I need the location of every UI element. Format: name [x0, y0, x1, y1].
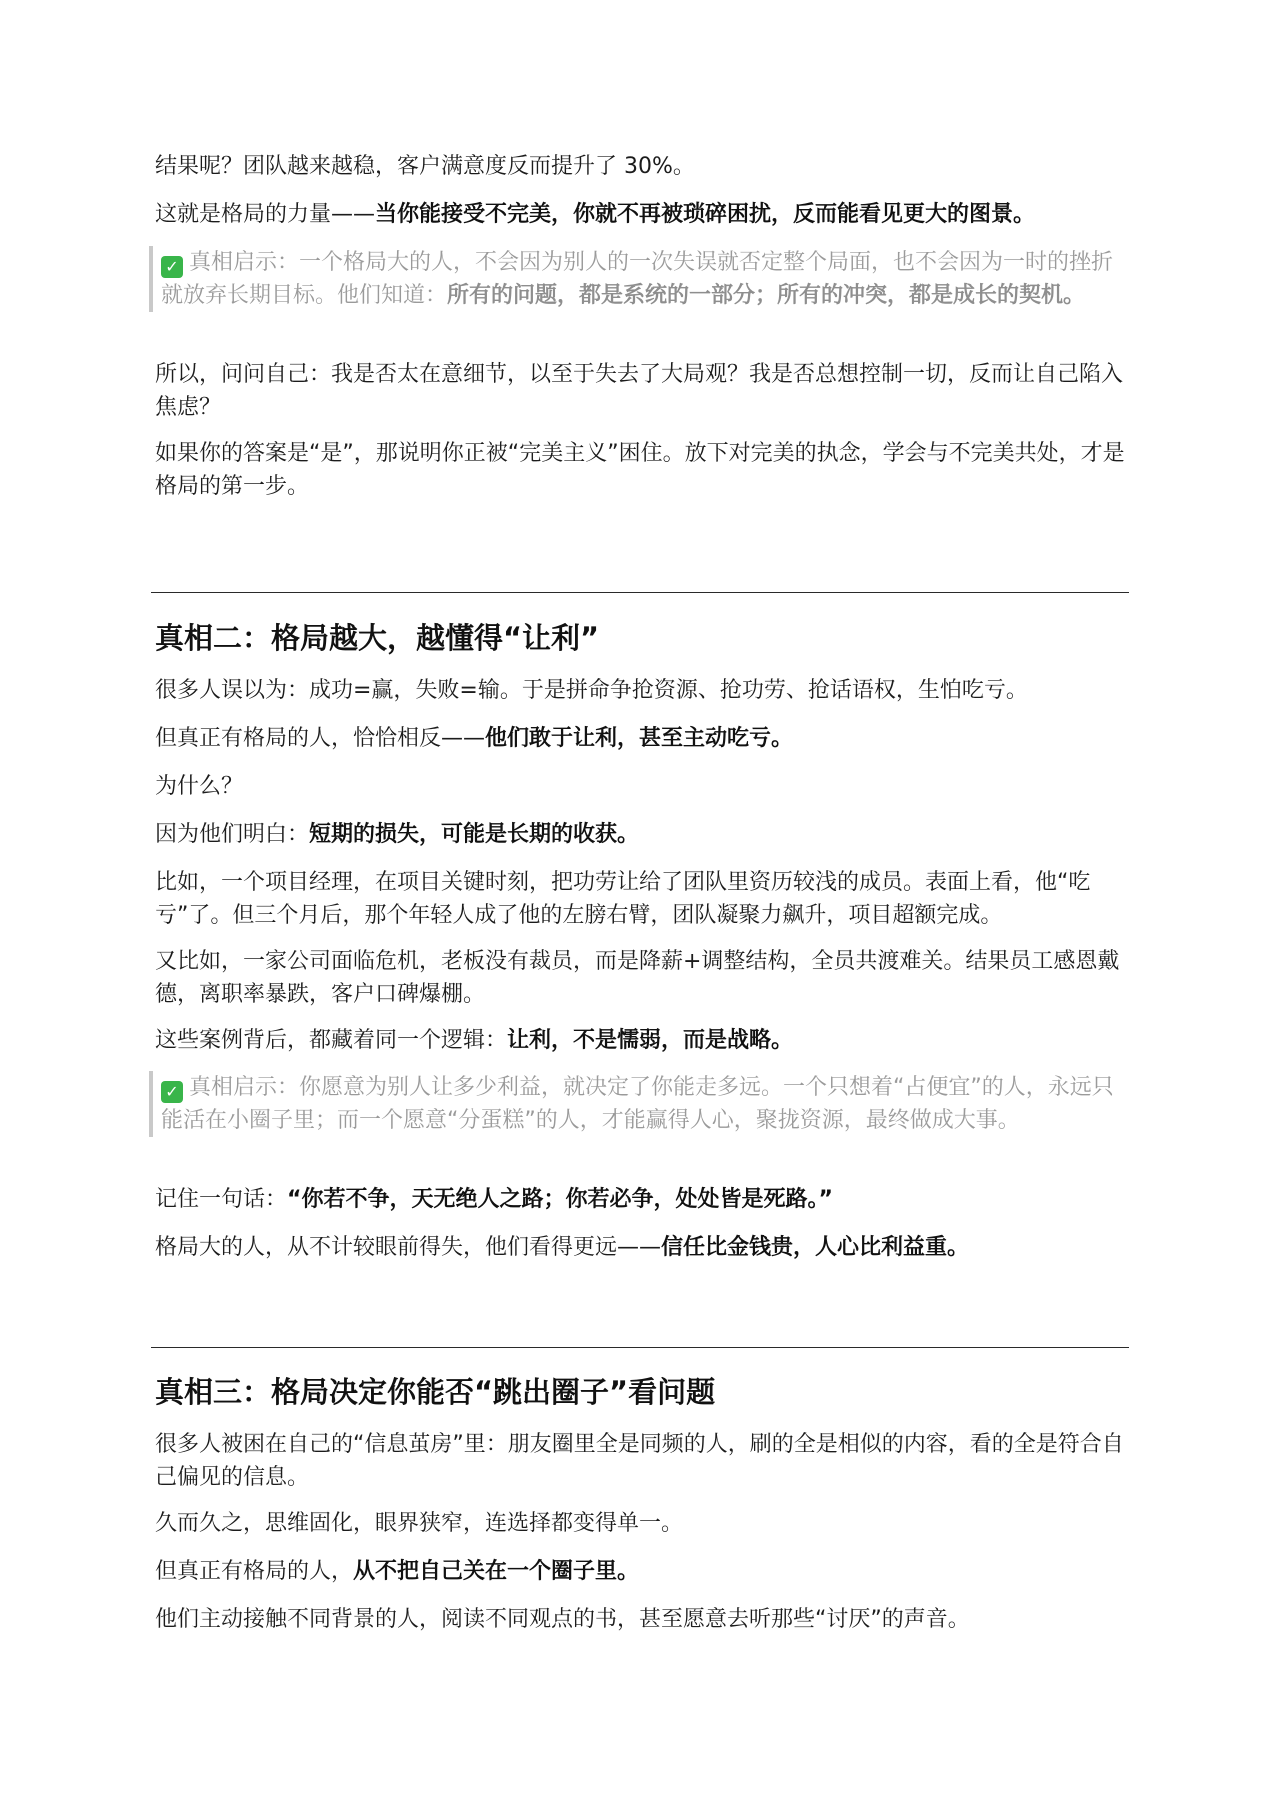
- article-page: [155, 0, 1130, 1800]
- paragraph-open-circle: [155, 1555, 1130, 1588]
- paragraph-why: [155, 770, 1130, 803]
- paragraph-because: [155, 818, 1130, 851]
- paragraph-narrow: [155, 1507, 1130, 1540]
- paragraph-engage-diverse: [155, 1603, 1130, 1636]
- bold-emphasis: 让利，不是懦弱，而是战略。: [507, 1028, 794, 1053]
- paragraph-example-company: [155, 945, 1130, 1011]
- paragraph-trust: [155, 1231, 1130, 1264]
- insight-quote-1: [149, 246, 1124, 312]
- quote-emphasis: 所有的问题，都是系统的一部分；所有的冲突，都是成长的契机。: [447, 283, 1086, 308]
- paragraph-text: 为什么？: [155, 774, 244, 799]
- paragraph-text: 所以，问问自己：我是否太在意细节，以至于失去了大局观？我是否总想控制一切，反而让自己陷入焦虑？: [155, 362, 1124, 420]
- paragraph-text: 他们主动接触不同背景的人，阅读不同观点的书，甚至愿意去听那些“讨厌”的声音。: [155, 1607, 970, 1632]
- paragraph-text: 又比如，一家公司面临危机，老板没有裁员，而是降薪+调整结构，全员共渡难关。结果员工感恩戴德，离职率暴跌，客户口碑爆棚。: [155, 949, 1120, 1007]
- paragraph-text: 如果你的答案是“是”，那说明你正被“完美主义”困住。放下对完美的执念，学会与不完美共处，才是格局的第一步。: [155, 441, 1125, 499]
- paragraph-text: 但真正有格局的人，: [155, 1559, 354, 1584]
- paragraph-perfectionism: [155, 437, 1130, 503]
- paragraph-result: [155, 150, 1130, 183]
- section-divider: [151, 592, 1129, 593]
- bold-emphasis: 短期的损失，可能是长期的收获。: [309, 822, 640, 847]
- paragraph-text: 但真正有格局的人，恰恰相反——: [155, 726, 486, 751]
- section-heading-truth-three: 真相三：格局决定你能否“跳出圈子”看问题: [155, 1375, 716, 1409]
- paragraph-text: 因为他们明白：: [155, 822, 310, 847]
- paragraph-give-way: [155, 722, 1130, 755]
- check-mark-icon: ✓: [161, 1081, 183, 1103]
- check-mark-icon: ✓: [161, 256, 183, 278]
- quote-text: 真相启示：你愿意为别人让多少利益，就决定了你能走多远。一个只想着“占便宜”的人，永远只能活在小圈子里；而一个愿意“分蛋糕”的人，才能赢得人心，聚拢资源，最终做成大事。: [161, 1075, 1114, 1133]
- paragraph-text: 比如，一个项目经理，在项目关键时刻，把功劳让给了团队里资历较浅的成员。表面上看，他“吃亏”了。但三个月后，那个年轻人成了他的左膀右臂，团队凝聚力飙升，项目超额完成。: [155, 870, 1091, 928]
- paragraph-text: 很多人误以为：成功=赢，失败=输。于是拼命争抢资源、抢功劳、抢话语权，生怕吃亏。: [155, 678, 1028, 703]
- bold-emphasis: 他们敢于让利，甚至主动吃亏。: [485, 726, 794, 751]
- insight-quote-2: [149, 1071, 1124, 1137]
- quote-text: 真相启示：一个格局大的人，不会因为别人的一次失误就否定整个局面，也不会因为一时的挫折就放弃长期目标。他们知道：: [161, 250, 1114, 308]
- bold-emphasis: 从不把自己关在一个圈子里。: [353, 1559, 640, 1584]
- bold-emphasis: 当你能接受不完美，你就不再被琐碎困扰，反而能看见更大的图景。: [375, 202, 1036, 227]
- paragraph-text: 这就是格局的力量——: [155, 202, 376, 227]
- paragraph-text: 很多人被困在自己的“信息茧房”里：朋友圈里全是同频的人，刷的全是相似的内容，看的全是符合自己偏见的信息。: [155, 1432, 1124, 1490]
- paragraph-power-of-pattern: [155, 198, 1130, 231]
- paragraph-logic: [155, 1024, 1130, 1057]
- paragraph-text: 久而久之，思维固化，眼界狭窄，连选择都变得单一。: [155, 1511, 684, 1536]
- section-heading-truth-two: 真相二：格局越大，越懂得“让利”: [155, 621, 600, 655]
- paragraph-ask-yourself: [155, 358, 1130, 424]
- paragraph-example-manager: [155, 866, 1130, 932]
- paragraph-text: 结果呢？团队越来越稳，客户满意度反而提升了 30%。: [155, 154, 695, 179]
- bold-emphasis: 信任比金钱贵，人心比利益重。: [661, 1235, 970, 1260]
- paragraph-text: 格局大的人，从不计较眼前得失，他们看得更远——: [155, 1235, 662, 1260]
- paragraph-info-cocoon: [155, 1428, 1130, 1494]
- bold-emphasis: “你若不争，天无绝人之路；你若必争，处处皆是死路。”: [287, 1187, 833, 1212]
- section-divider: [151, 1347, 1129, 1348]
- paragraph-misconception: [155, 674, 1130, 707]
- paragraph-text: 记住一句话：: [155, 1187, 288, 1212]
- paragraph-text: 这些案例背后，都藏着同一个逻辑：: [155, 1028, 508, 1053]
- paragraph-remember: [155, 1183, 1130, 1216]
